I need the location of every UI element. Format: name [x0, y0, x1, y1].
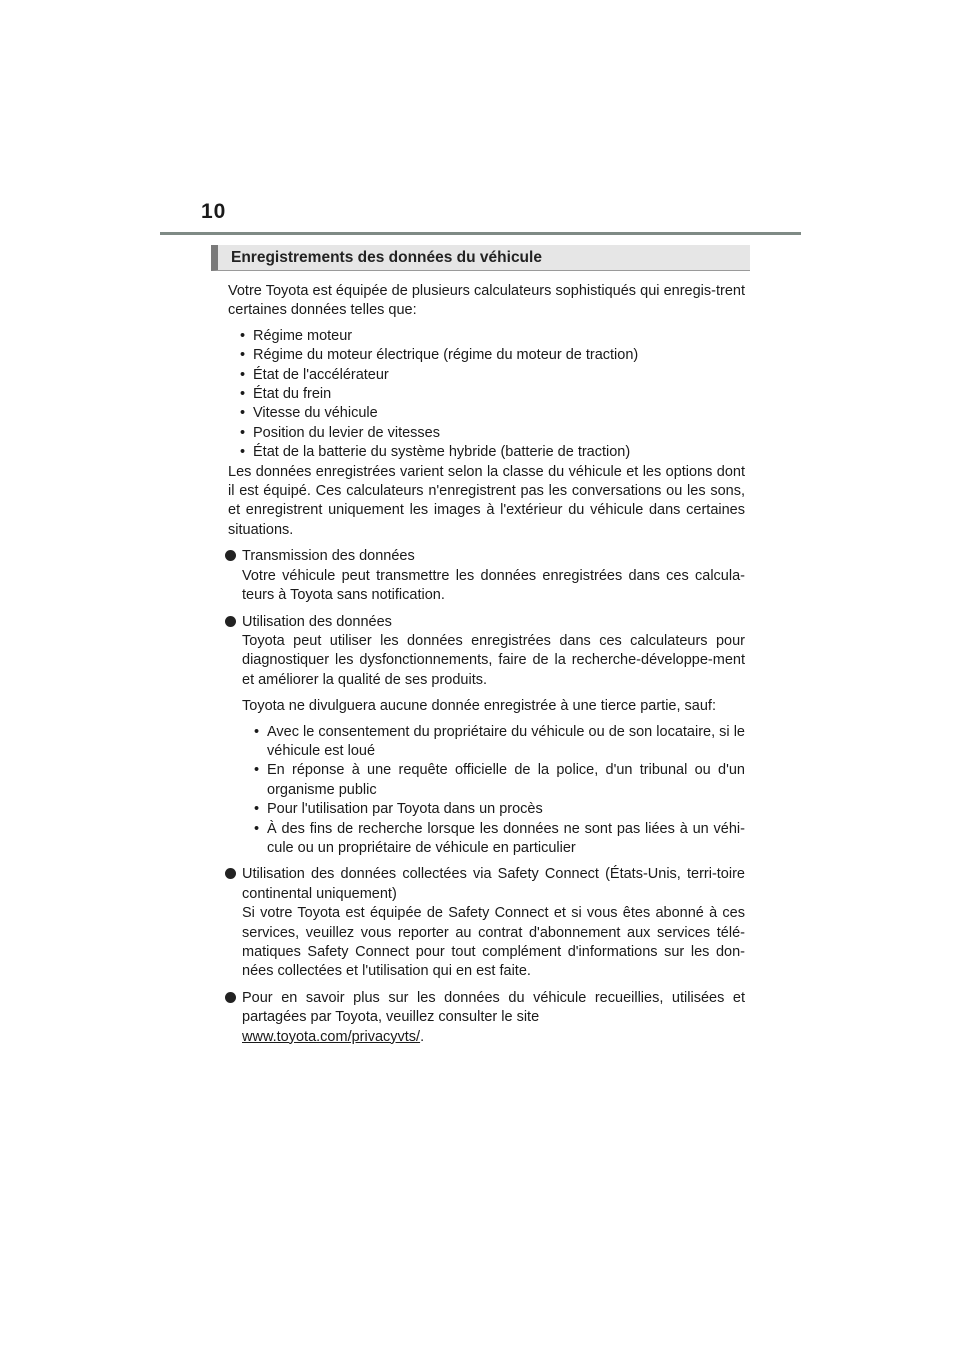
content-body: [228, 282, 745, 1047]
more-info-sentence: Pour en savoir plus sur les données du véhicule recueillies, utilisées et partagées par Toyota, veuillez consulter le site: [242, 989, 745, 1026]
exceptions-list: [242, 723, 745, 859]
bullet-dot-icon: [225, 616, 236, 627]
list-item: • À des fins de recherche lorsque les données ne sont pas liées à un véhi-cule ou un propriétaire de véhicule en particulier: [242, 820, 745, 859]
list-item: • En réponse à une requête officielle de la police, d'un tribunal ou d'un organisme public: [242, 761, 745, 800]
bullet-dot-icon: [225, 550, 236, 561]
list-item: • État de l'accélérateur: [228, 366, 745, 385]
list-item: • Régime moteur: [228, 327, 745, 346]
section-header: [211, 245, 750, 271]
list-item: • État du frein: [228, 385, 745, 404]
more-info-text: [242, 989, 745, 1047]
list-item: • Régime du moteur électrique (régime du moteur de traction): [228, 346, 745, 365]
list-item: • Pour l'utilisation par Toyota dans un procès: [242, 800, 745, 819]
recorded-items-list: [228, 327, 745, 463]
usage-text: Toyota peut utiliser les données enregistrées dans ces calculateurs pour diagnostiquer les dysfonctionnements, faire de la recherche-développe-ment et améliorer la qualité de ses produits.: [242, 632, 745, 688]
list-item: • Position du levier de vitesses: [228, 424, 745, 443]
bullet-dot-icon: [225, 868, 236, 879]
variation-paragraph: Les données enregistrées varient selon la classe du véhicule et les options dont il est équipé. Ces calculateurs n'enregistrent pas les conversations ou les sons, et enregistrent uniquement les images à l'extérieur du véhicule dans certaines situations.: [228, 463, 745, 538]
safety-connect-block: [228, 865, 745, 981]
page-number: 10: [201, 200, 227, 223]
bullet-dot-icon: [225, 992, 236, 1003]
link-suffix: .: [420, 1028, 425, 1045]
usage-disclosure: Toyota ne divulguera aucune donnée enregistrée à une tierce partie, sauf:: [242, 698, 716, 715]
safety-connect-heading: Utilisation des données collectées via Safety Connect (États-Unis, terri-toire continental uniquement): [242, 866, 745, 902]
list-item: • État de la batterie du système hybride (batterie de traction): [228, 443, 745, 462]
more-info-block: [228, 989, 745, 1047]
transmission-heading: Transmission des données: [242, 548, 415, 565]
section-title: Enregistrements des données du véhicule: [231, 249, 542, 266]
list-item: • Vitesse du véhicule: [228, 404, 745, 423]
usage-block: [228, 613, 745, 859]
privacy-link[interactable]: www.toyota.com/privacyvts/: [242, 1028, 421, 1045]
transmission-text: Votre véhicule peut transmettre les données enregistrées dans ces calcula-teurs à Toyota sans notification.: [242, 567, 745, 604]
intro-paragraph: Votre Toyota est équipée de plusieurs calculateurs sophistiqués qui enregis-trent certaines données telles que:: [228, 283, 745, 319]
transmission-block: [228, 547, 745, 605]
header-rule: [160, 232, 801, 235]
list-item: • Avec le consentement du propriétaire du véhicule ou de son locataire, si le véhicule est loué: [242, 723, 745, 762]
usage-heading: Utilisation des données: [242, 613, 392, 630]
safety-connect-text: Si votre Toyota est équipée de Safety Connect et si vous êtes abonné à ces services, veuillez vous reporter au contrat d'abonnement aux services télé-matiques Safety Connect pour tout complément d'informations sur les don-nées collectées et l'utilisation qui en est faite.: [242, 905, 745, 980]
